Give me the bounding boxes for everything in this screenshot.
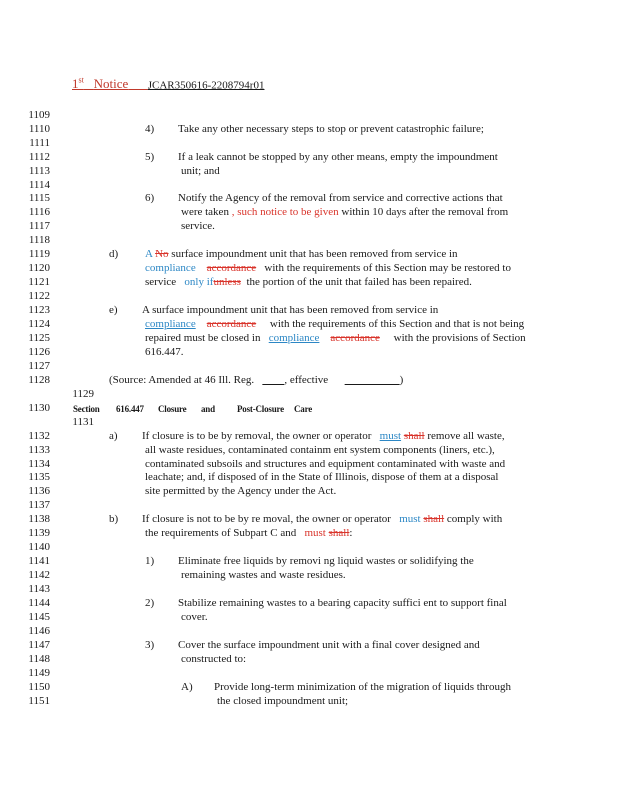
item-6-label: 6) [145,192,155,204]
item-a-label: a) [109,430,118,442]
item-b2-label: 2) [145,597,155,609]
item-6-line: service. [181,220,215,232]
line-number: 1125 [28,332,50,344]
item-5-line: unit; and [181,165,220,177]
item-5-line: If a leak cannot be stopped by any other means, empty the impoundment [178,151,498,163]
inserted-text: must [379,430,402,442]
deleted-text: accordance [330,332,380,344]
line-number: 1128 [28,374,50,386]
section-title: and [201,404,215,414]
line-number: 1148 [28,653,50,665]
line-number: 1131 [72,416,94,428]
line-number: 1143 [28,583,50,595]
notice-label: 1st Notice [72,76,129,92]
notice-header [72,76,264,92]
line-number: 1142 [28,569,50,581]
line-number: 1134 [28,458,50,470]
section-number: 616.447 [116,404,144,414]
inserted-text: compliance [145,318,196,330]
inserted-text: compliance [268,332,320,344]
item-d-line: service only ifunless the portion of the unit that failed has been repaired. [145,276,472,288]
reference-code: JCAR350616-2208794r01 [147,79,265,92]
line-number: 1132 [28,430,50,442]
item-b1-line: remaining wastes and waste residues. [181,569,346,581]
line-number: 1110 [28,123,50,135]
line-number: 1138 [28,513,50,525]
item-b2-line: cover. [181,611,208,623]
item-4-text: Take any other necessary steps to stop or prevent catastrophic failure; [178,123,484,135]
line-number: 1146 [28,625,50,637]
line-number: 1139 [28,527,50,539]
item-6-line: were taken , such notice to be given within 10 days after the removal from [181,206,509,218]
section-title: Post-Closure [237,404,284,414]
line-number: 1140 [28,541,50,553]
item-d-label: d) [109,248,119,260]
line-number: 1149 [28,667,50,679]
item-a-line: contaminated subsoils and structures and equipment contaminated with waste and [145,458,506,470]
section-title: Care [294,404,313,414]
line-number: 1123 [28,304,50,316]
item-b-line: the requirements of Subpart C and must shall: [145,527,353,539]
line-number: 1127 [28,360,50,372]
line-number: 1119 [28,248,50,260]
line-number: 1144 [28,597,50,609]
line-number: 1121 [28,276,50,288]
line-number: 1135 [28,471,50,483]
inserted-text: must [304,527,326,539]
item-4-label: 4) [145,123,155,135]
item-a-line: If closure is to be by removal, the owner or operator must shall remove all waste, [142,430,505,442]
item-b3-line: constructed to: [181,653,247,665]
line-number: 1141 [28,555,50,567]
item-a-line: leachate; and, if disposed of in the State of Illinois, dispose of them at a disposal [145,471,499,483]
inserted-text: compliance [145,262,196,274]
line-number: 1150 [28,681,50,693]
deleted-text: accordance [206,318,257,330]
item-b1-line: Eliminate free liquids by removi ng liquid wastes or solidifying the [178,555,474,567]
inserted-text: must [399,513,421,525]
deleted-text: unless [213,276,241,288]
item-e-label: e) [109,304,118,316]
line-number: 1129 [72,388,94,400]
line-number: 1109 [28,109,50,121]
deleted-text: shall [423,513,445,525]
source-note: (Source: Amended at 46 Ill. Reg. , effective ) [109,374,404,386]
item-e-line: A surface impoundment unit that has been removed from service in [142,304,439,316]
line-number: 1147 [28,639,50,651]
item-bA-line: Provide long-term minimization of the migration of liquids through [214,681,511,693]
item-bA-line: the closed impoundment unit; [217,695,349,707]
item-e-line: repaired must be closed in compliance accordance with the provisions of Section [145,332,526,344]
item-d-line: A No surface impoundment unit that has been removed from service in [145,248,458,260]
line-number: 1151 [28,695,50,707]
line-number: 1136 [28,485,50,497]
line-number: 1120 [28,262,50,274]
item-e-line: 616.447. [145,346,184,358]
blank-field [345,374,400,386]
line-number: 1113 [28,165,50,177]
item-b-label: b) [109,513,119,525]
line-number: 1133 [28,444,50,456]
item-6-line: Notify the Agency of the removal from service and corrective actions that [178,192,503,204]
line-number: 1126 [28,346,50,358]
line-number: 1117 [28,220,50,232]
section-title: Closure [158,404,187,414]
line-number: 1130 [28,402,50,414]
deleted-text: No [155,248,169,260]
item-b3-label: 3) [145,639,155,651]
line-number: 1116 [28,206,50,218]
line-number: 1122 [28,290,50,302]
item-5-label: 5) [145,151,155,163]
inserted-text: only if [184,276,214,288]
deleted-text: shall [328,527,350,539]
line-number: 1114 [28,179,50,191]
deleted-text: shall [403,430,425,442]
line-number: 1118 [28,234,50,246]
item-b3-line: Cover the surface impoundment unit with a final cover designed and [178,639,480,651]
line-number: 1137 [28,499,50,511]
blank-field [262,374,284,386]
line-number: 1145 [28,611,50,623]
item-d-line: compliance accordance with the requirements of this Section may be restored to [145,262,511,274]
section-word: Section [73,404,100,414]
item-a-line: site permitted by the Agency under the Act. [145,485,337,497]
inserted-text: , such notice to be given [231,206,339,218]
inserted-text: A [145,248,153,260]
item-bA-label: A) [181,681,193,693]
item-b2-line: Stabilize remaining wastes to a bearing capacity suffici ent to support final [178,597,507,609]
item-b-line: If closure is not to be by re moval, the owner or operator must shall comply with [142,513,503,525]
line-number: 1112 [28,151,50,163]
deleted-text: accordance [206,262,257,274]
line-number: 1124 [28,318,50,330]
line-number: 1111 [29,137,50,149]
item-b1-label: 1) [145,555,155,567]
line-number: 1115 [28,192,50,204]
item-a-line: all waste residues, contaminated containm ent system components (liners, etc.), [145,444,495,456]
item-e-line: compliance accordance with the requirements of this Section and that is not being [145,318,525,330]
